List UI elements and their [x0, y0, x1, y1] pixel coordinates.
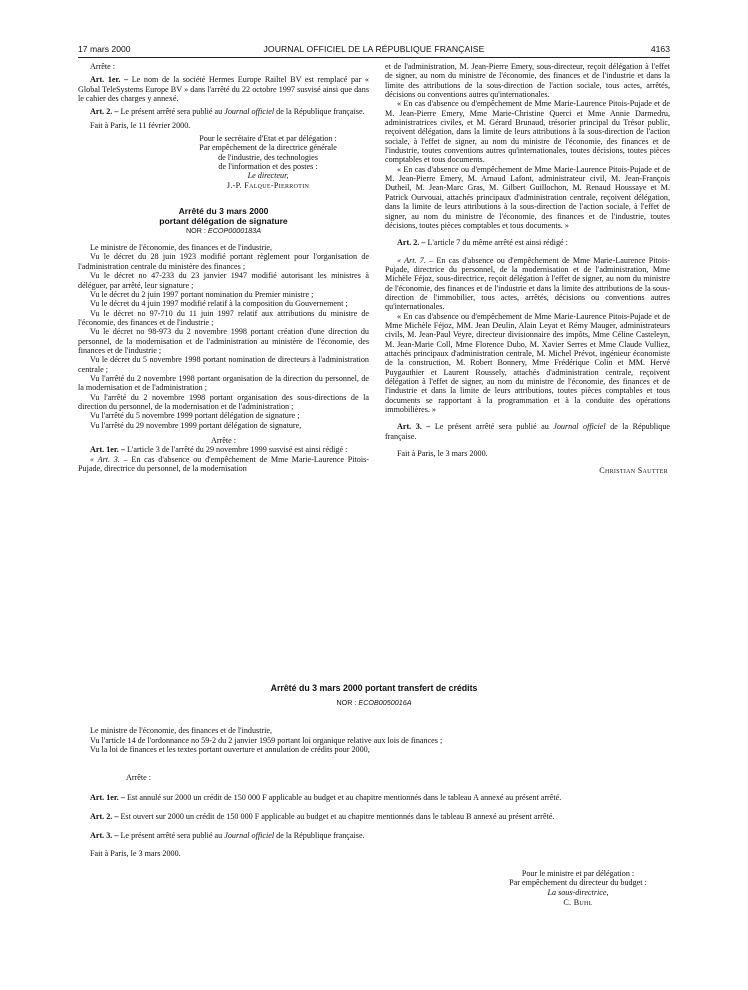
- minister-line: Le ministre de l'économie, des finances et de l'industrie,: [90, 726, 273, 735]
- credit-transfer-decree: [78, 683, 670, 907]
- minister-line: Le ministre de l'économie, des finances et de l'industrie,: [90, 243, 273, 253]
- article-number: Art. 2. –: [90, 811, 119, 821]
- article-3: [78, 831, 670, 841]
- article-text: Le nom de la société Hermes Europe Railtel BV est remplacé par « Global TeleSystems Europe BV » dans l'arrêté du 22 octobre 1997 susvisé ainsi que dans le cahier des charges y annexé.: [78, 75, 369, 104]
- vu-item: Vu le décret du 4 juin 1997 modifié relatif à la composition du Gouvernement ;: [90, 299, 348, 309]
- vu-list: [78, 252, 369, 430]
- nor-reference: [78, 226, 369, 236]
- article-text: L'article 3 de l'arrêté du 29 novembre 1999 susvisé est ainsi rédigé :: [126, 445, 348, 455]
- article-7-quote: [385, 256, 670, 312]
- vu-item: Vu l'arrêté du 2 novembre 1998 portant organisation de la direction du personnel, de la modernisation et de l'administration ;: [78, 373, 369, 393]
- header-rule: [78, 57, 670, 58]
- header-date: 17 mars 2000: [78, 44, 131, 54]
- paragraph: « En cas d'absence ou d'empêchement de Mme Marie-Laurence Pitois-Pujade et de M. Jean-Pierre Emery, Mme Marie-Christine Querci et Mme Annie Darmedru, administratrices civiles, et M. Gérard Brunaud, trésorier principal du Trésor public, reçoivent délégation, dans la limite de leurs attributions à la sous-direction de l'action sociale, à l'effet de signer, au nom du ministre de l'économie, des finances et de l'industrie, toutes conventions autres qu'internationales, toutes décisions, toutes pièces comptables et tous documents.: [385, 99, 670, 165]
- arrete-heading: Arrête :: [90, 62, 116, 71]
- quoted-article-number: « Art. 7. –: [397, 255, 434, 265]
- paragraph: « En cas d'absence ou d'empêchement de Mme Marie-Laurence Pitois-Pujade et de Mme Michèle Féjoz, MM. Jean Deulin, Alain Leyat et Rémy Mauger, administrateurs civils, M. Jean-Paul Veyre, directeur divisionnaire des impôts, Mme Céline Casteleyn, M. Jean-Marie Coll, Mme Florence Dubo, M. Xavier Serres et Mme Claude Vulliez, attachés principaux d'administration centrale, M. Michel Prévot, ingénieur économiste de la construction, M. Robert Bonnery, Mme Frédérique Colin et MM. Hervé Puygauthier et Laurent Roussely, attachés d'administration centrale, reçoivent délégation à l'effet de signer, au nom du ministre de l'économie, des finances et de l'industrie et dans la limite de leurs attributions, toutes pièces comptables et tous documents se rapportant à la programmation et à la conduite des opérations immobilières. »: [385, 311, 670, 415]
- arrete-heading: Arrête :: [210, 436, 237, 445]
- vu-item: Vu l'arrêté du 2 novembre 1998 portant organisation des sous-directions de la direction du personnel, de la modernisation et de l'administration ;: [78, 392, 369, 411]
- article-number: Art. 1er. –: [90, 445, 125, 455]
- vu-item: Vu l'arrêté du 29 novembre 1999 portant délégation de signature,: [90, 420, 302, 430]
- signature-line: de l'industrie, des technologies: [218, 152, 318, 162]
- article-text: de la République française.: [276, 107, 365, 117]
- vu-item: Vu le décret du 5 novembre 1998 portant nomination de directeurs à l'administration centrale ;: [78, 355, 369, 374]
- signature-name: C. Buhl: [563, 897, 593, 907]
- signature-line: Pour le ministre et par délégation :: [521, 868, 635, 878]
- fait-a-paris: Fait à Paris, le 3 mars 2000.: [397, 449, 488, 459]
- article-text: Le présent arrêté sera publié au: [434, 422, 549, 432]
- article-text: Est annulé sur 2000 un crédit de 150 000 F applicable au budget et au chapitre mentionnés dans le tableau A annexé au présent arrêté.: [126, 793, 562, 803]
- article-text: Est ouvert sur 2000 un crédit de 150 000 F applicable au budget et au chapitre mentionnés dans le tableau B annexé au présent arrêté.: [120, 811, 555, 821]
- article-text: Le présent arrêté sera publié au: [120, 107, 223, 117]
- article-text: de la République française.: [276, 830, 365, 840]
- article-number: Art. 2. –: [397, 238, 426, 248]
- article-number: Art. 3. –: [397, 422, 431, 432]
- article-number: Art. 2. –: [90, 107, 119, 117]
- signature-name: Christian Sautter: [599, 466, 668, 476]
- journal-officiel: Journal officiel: [224, 107, 275, 117]
- decree-title: Arrêté du 3 mars 2000 portant transfert de crédits: [270, 683, 478, 693]
- article-1: [78, 445, 369, 454]
- article-3-quote: [78, 455, 369, 474]
- article-3: [385, 422, 670, 441]
- nor-reference: [78, 698, 670, 708]
- article-2: [385, 238, 670, 247]
- header-page-number: 4163: [650, 44, 670, 54]
- article-text: En cas d'absence ou d'empêchement de Mme Marie-Laurence Pitois-Pujade, directrice du personnel, de la modernisation et de l'administration, Mme Michèle Féjoz, sous-directrice, reçoit délégation à l'effet de signer, au nom du ministre de l'économie, des finances et de l'industrie et dans la limite des attributions de la sous-direction de l'immobilier, tous actes, arrêtés, décisions ou conventions autres qu'internationales.: [385, 255, 670, 312]
- left-column: [78, 62, 369, 473]
- vu-item: Vu l'arrêté du 5 novembre 1999 portant délégation de signature ;: [90, 411, 300, 421]
- article-2: [78, 107, 369, 116]
- journal-officiel: Journal officiel: [553, 422, 606, 432]
- fait-a-paris: Fait à Paris, le 3 mars 2000.: [90, 849, 181, 859]
- article-text: de la République française.: [385, 422, 671, 441]
- nor-code: ECOB0050016A: [358, 698, 412, 707]
- signature-line: Par empêchement du directeur du budget :: [509, 878, 647, 888]
- vu-item: Vu le décret no 47-233 du 23 janvier 1947 modifié autorisant les ministres à déléguer, par arrêté, leur signature ;: [78, 271, 369, 290]
- page-header: [78, 44, 670, 56]
- paragraph: et de l'administration, M. Jean-Pierre Emery, sous-directeur, reçoit délégation à l'effet de signer, au nom du ministre de l'économie, des finances et de l'industrie et dans la limite des attributions de la sous-direction de l'action sociale, tous actes, arrêtés, décisions ou conventions autres qu'internationales.: [385, 62, 670, 100]
- paragraph: « En cas d'absence ou d'empêchement de Mme Marie-Laurence Pitois-Pujade et de M. Jean-Pierre Emery, M. Arnaud Lafont, administrateur civil, M. Jean-François Dutheil, M. Jean-Marc Gras, M. Gilbert Guillochon, M. Renaud Houssaye et M. Patrick Ourvouai, attachés principaux d'administration centrale, reçoivent délégation, dans la limite de leurs attributions à la sous-direction de l'action sociale, à l'effet de signer, au nom du ministre de l'économie, des finances et de l'industrie, toutes décisions, toutes pièces comptables et tous documents. »: [385, 164, 670, 230]
- signature-block: [183, 134, 369, 190]
- article-text: L'article 7 du même arrêté est ainsi rédigé :: [427, 238, 568, 248]
- header-title: JOURNAL OFFICIEL DE LA RÉPUBLIQUE FRANÇAISE: [263, 44, 485, 54]
- article-text: En cas d'absence ou d'empêchement de Mme Marie-Laurence Pitois-Pujade, directrice du personnel, de la modernisation: [78, 454, 369, 474]
- vu-item: Vu l'article 14 de l'ordonnance no 59-2 du 2 janvier 1959 portant loi organique relative aux lois de finances ;: [90, 735, 443, 745]
- article-number: Art. 3. –: [90, 830, 119, 840]
- arrete-heading: Arrête :: [126, 772, 152, 782]
- article-2: [78, 812, 670, 822]
- signature-name: J.-P. Falque-Pierrotin: [226, 180, 310, 190]
- vu-item: Vu le décret du 2 juin 1997 portant nomination du Premier ministre ;: [90, 289, 314, 299]
- nor-label: NOR :: [185, 226, 206, 236]
- signature-line: de l'information et des postes :: [218, 162, 318, 172]
- article-text: Le présent arrêté sera publié au: [120, 830, 223, 840]
- decree-title: Arrêté du 3 mars 2000: [178, 206, 269, 217]
- vu-item: Vu la loi de finances et les textes portant ouverture et annulation de crédits pour 2000,: [90, 745, 370, 755]
- right-column: [385, 62, 670, 476]
- quoted-article-number: « Art. 3. –: [90, 454, 128, 464]
- nor-code: ECOP0000183A: [207, 226, 262, 236]
- article-number: Art. 1er. –: [90, 793, 125, 803]
- article-number: Art. 1er. –: [90, 75, 129, 85]
- signature-title: Le directeur,: [247, 171, 289, 181]
- vu-item: Vu le décret no 98-973 du 2 novembre 1998 portant création d'une direction du personnel, de la modernisation et de l'administration au ministère de l'économie, des finances et de l'industrie ;: [78, 327, 369, 355]
- vu-item: Vu le décret no 97-710 du 11 juin 1997 relatif aux attributions du ministre de l'économie, des finances et de l'industrie ;: [78, 308, 369, 327]
- fait-a-paris: Fait à Paris, le 11 février 2000.: [90, 120, 191, 130]
- vu-item: Vu le décret du 28 juin 1923 modifié portant règlement pour l'organisation de l'administration centrale du ministère des finances ;: [78, 252, 369, 271]
- decree-subtitle: portant délégation de signature: [159, 216, 288, 227]
- article-1: [78, 793, 670, 803]
- signature-title: La sous-directrice,: [547, 887, 609, 897]
- signature-line: Par empêchement de la directrice générale: [199, 143, 337, 153]
- signature-line: Pour le secrétaire d'Etat et par délégation :: [199, 134, 337, 144]
- journal-officiel: Journal officiel: [224, 830, 275, 840]
- nor-label: NOR :: [336, 698, 357, 707]
- article-1: [78, 75, 369, 103]
